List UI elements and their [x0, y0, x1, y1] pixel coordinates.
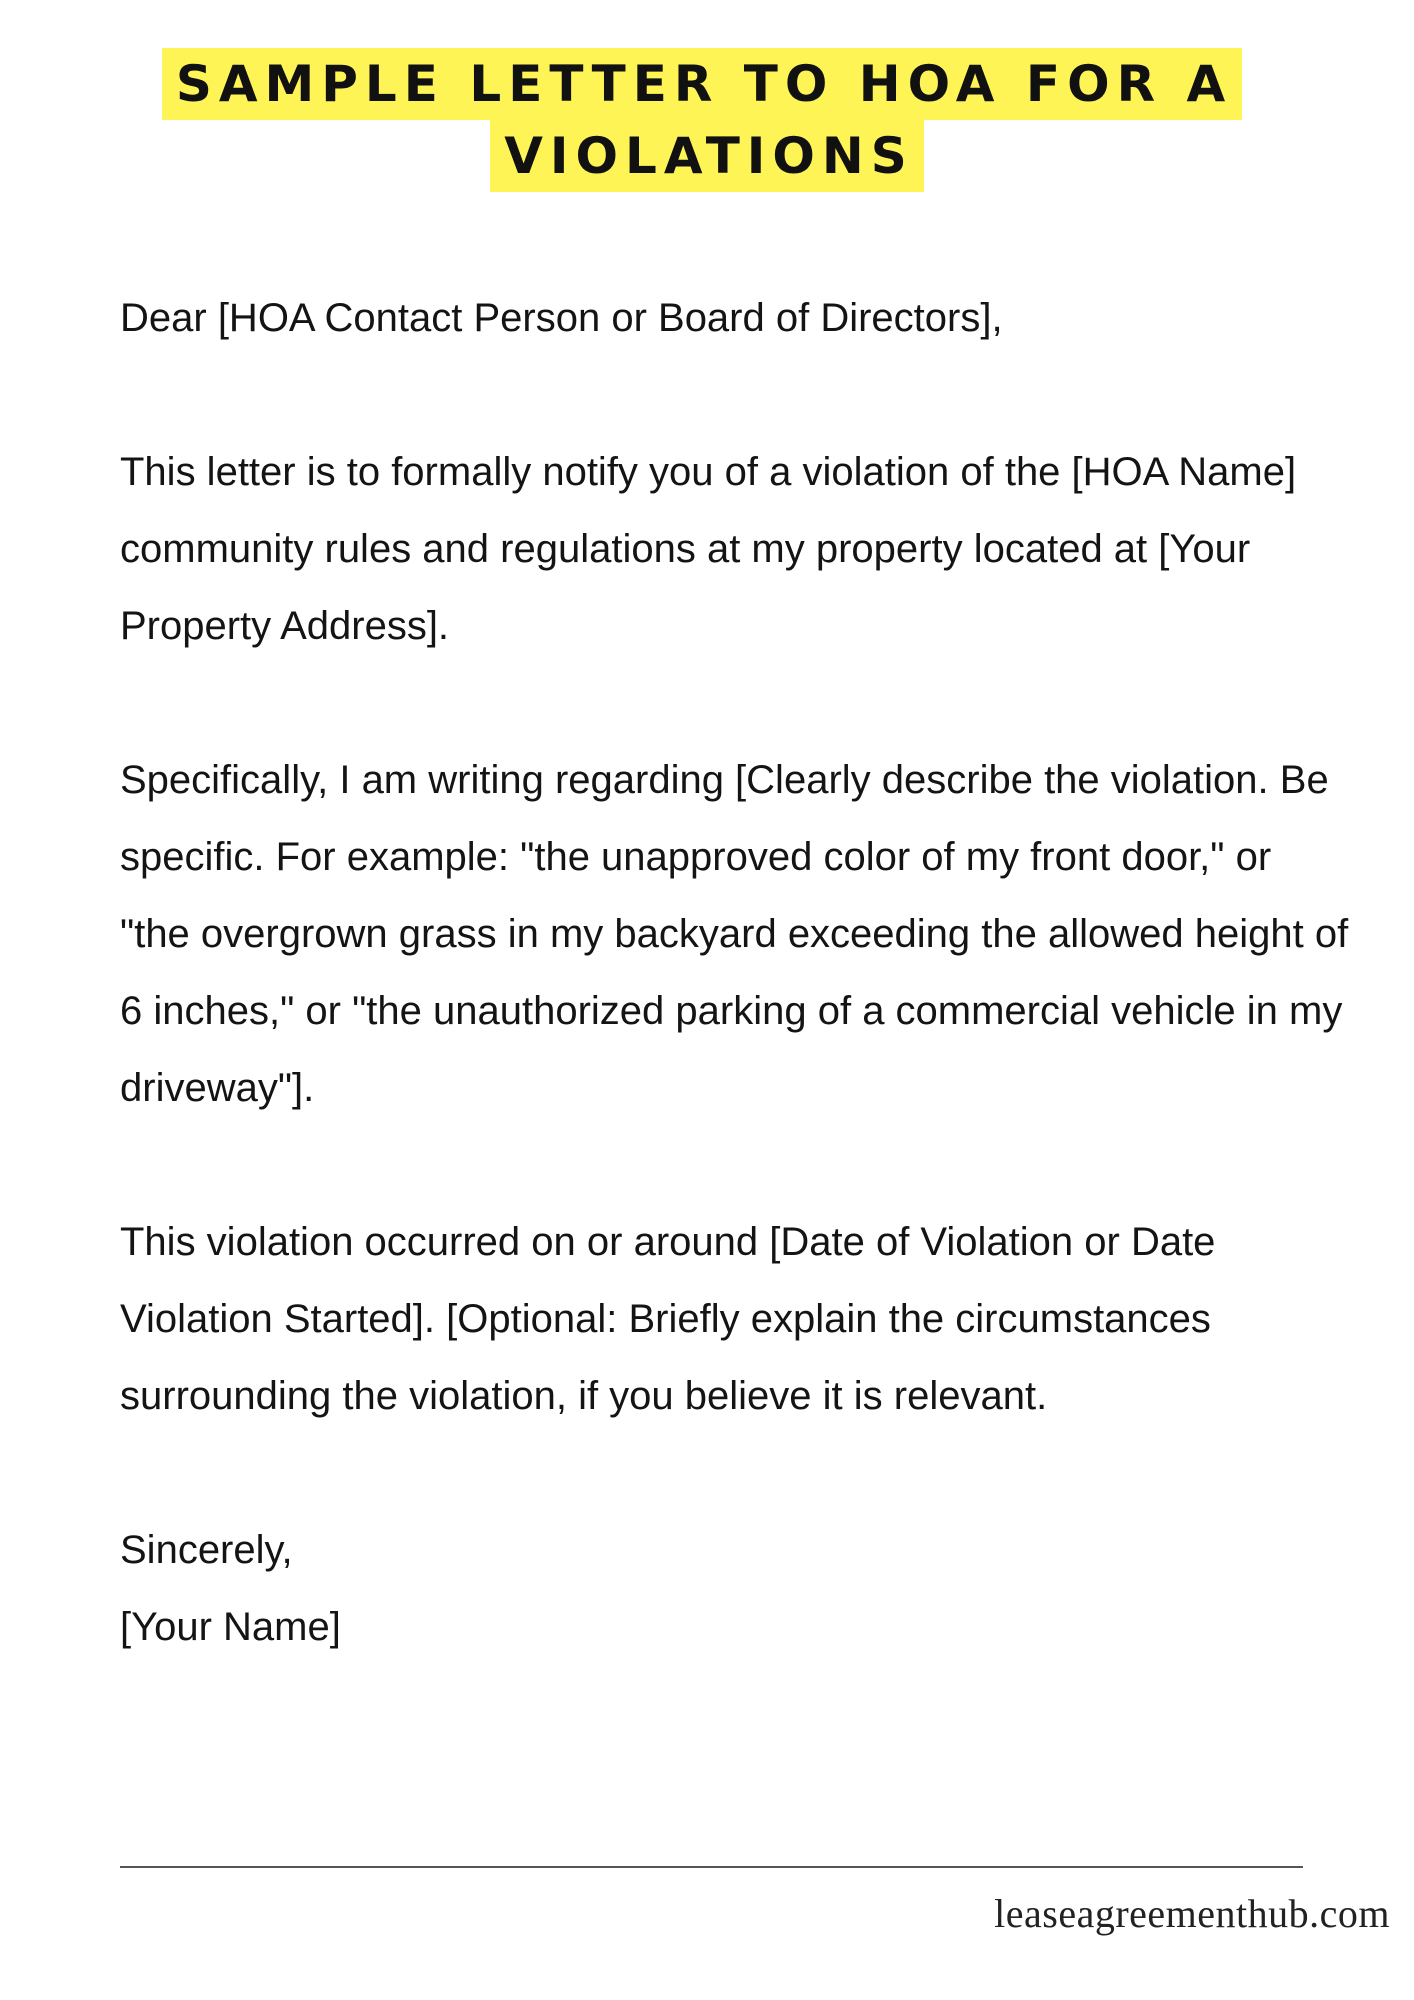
title-line-2: VIOLATIONS [490, 120, 924, 192]
letter-body [120, 280, 1350, 1743]
closing: Sincerely, [120, 1528, 293, 1572]
footer-divider [120, 1866, 1303, 1868]
title-line-1: SAMPLE LETTER TO HOA FOR A [162, 48, 1242, 120]
paragraph-violation-description: Specifically, I am writing regarding [Clearly describe the violation. Be specific. For example: "the unapproved color of my front door," or "the overgrown grass in my backyard exceeding the allowed height of 6 inches," or "the unauthorized parking of a commercial vehicle in my driveway"]. [120, 758, 1349, 1110]
paragraph-violation-date: This violation occurred on or around [Date of Violation or Date Violation Started]. [Optional: Briefly explain the circumstances surrounding the violation, if you believe it is relevant. [120, 1220, 1216, 1418]
signature: [Your Name] [120, 1605, 341, 1649]
paragraph-notice: This letter is to formally notify you of a violation of the [HOA Name] community rules and regulations at my property located at [Your Property Address]. [120, 450, 1297, 648]
footer-brand: leaseagreementhub.com [994, 1891, 1390, 1936]
page-title [0, 48, 1414, 192]
salutation: Dear [HOA Contact Person or Board of Directors], [120, 296, 1003, 340]
